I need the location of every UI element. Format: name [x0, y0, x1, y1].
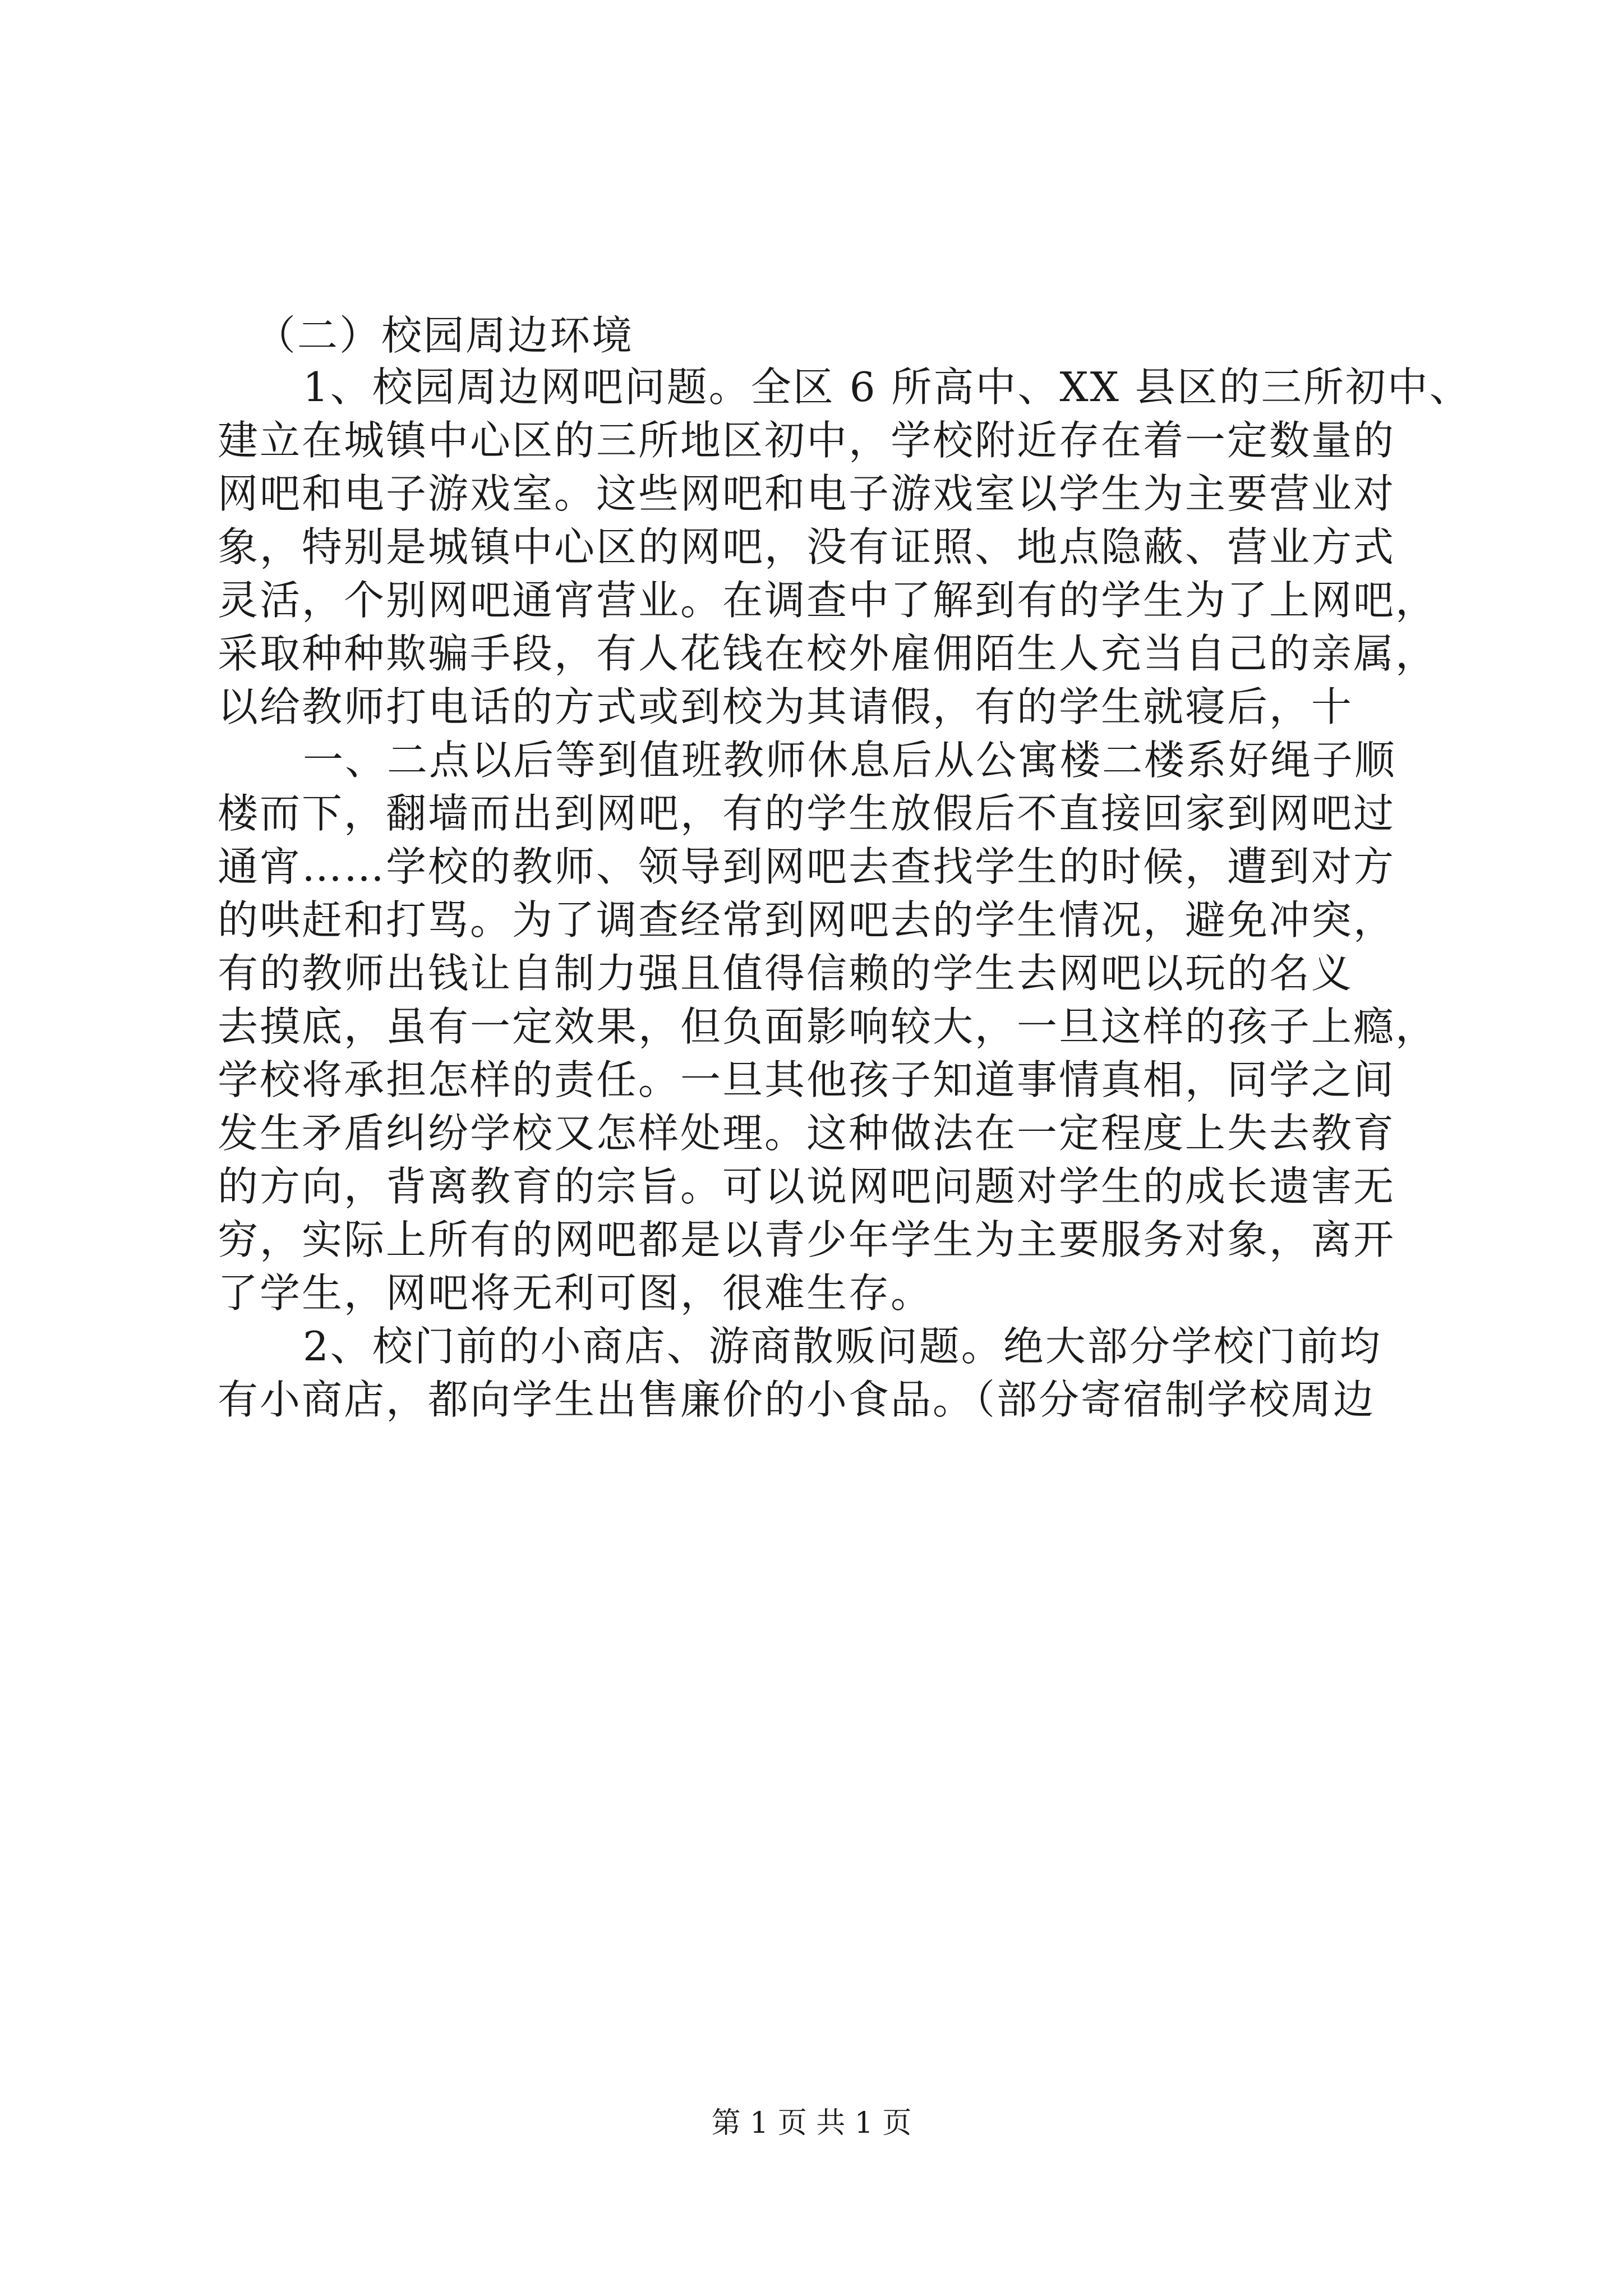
paragraph-line: 建立在城镇中心区的三所地区初中，学校附近存在着一定数量的	[218, 417, 1396, 464]
paragraph-line: 学校将承担怎样的责任。一旦其他孩子知道事情真相，同学之间	[218, 1056, 1396, 1103]
paragraph-line: 以给教师打电话的方式或到校为其请假，有的学生就寝后，十	[218, 683, 1354, 730]
paragraph-line: 一、二点以后等到值班教师休息后从公寓楼二楼系好绳子顺	[303, 737, 1397, 784]
paragraph-line: 去摸底，虽有一定效果，但负面影响较大，一旦这样的孩子上瘾，	[218, 1003, 1438, 1050]
paragraph-line: 网吧和电子游戏室。这些网吧和电子游戏室以学生为主要营业对	[218, 470, 1396, 517]
paragraph-line: 的方向，背离教育的宗旨。可以说网吧问题对学生的成长遗害无	[218, 1163, 1396, 1210]
paragraph-line: 采取种种欺骗手段，有人花钱在校外雇佣陌生人充当自己的亲属，	[218, 630, 1438, 677]
paragraph-line: 楼而下，翻墙而出到网吧，有的学生放假后不直接回家到网吧过	[218, 790, 1396, 837]
paragraph-line: 1、校园周边网吧问题。全区 6 所高中、XX 县区的三所初中、	[303, 364, 1472, 411]
page-footer: 第 1 页 共 1 页	[711, 2106, 912, 2140]
paragraph-line: 有的教师出钱让自制力强且值得信赖的学生去网吧以玩的名义	[218, 950, 1354, 997]
paragraph-line: 2、校门前的小商店、游商散贩问题。绝大部分学校门前均	[303, 1323, 1382, 1370]
paragraph-line: 象，特别是城镇中心区的网吧，没有证照、地点隐蔽、营业方式	[218, 523, 1396, 570]
paragraph-line: 灵活，个别网吧通宵营业。在调查中了解到有的学生为了上网吧，	[218, 577, 1438, 624]
paragraph-line: 有小商店，都向学生出售廉价的小食品。（部分寄宿制学校周边	[218, 1376, 1376, 1423]
paragraph-line: 的哄赶和打骂。为了调查经常到网吧去的学生情况，避免冲突，	[218, 896, 1396, 944]
paragraph-line: 通宵……学校的教师、领导到网吧去查找学生的时候，遭到对方	[218, 843, 1396, 890]
paragraph-line: 穷，实际上所有的网吧都是以青少年学生为主要服务对象，离开	[218, 1216, 1396, 1263]
paragraph-line: 发生矛盾纠纷学校又怎样处理。这种做法在一定程度上失去教育	[218, 1110, 1396, 1157]
paragraph-line: 了学生，网吧将无利可图，很难生存。	[218, 1269, 933, 1317]
section-heading: （二）校园周边环境	[255, 312, 634, 359]
